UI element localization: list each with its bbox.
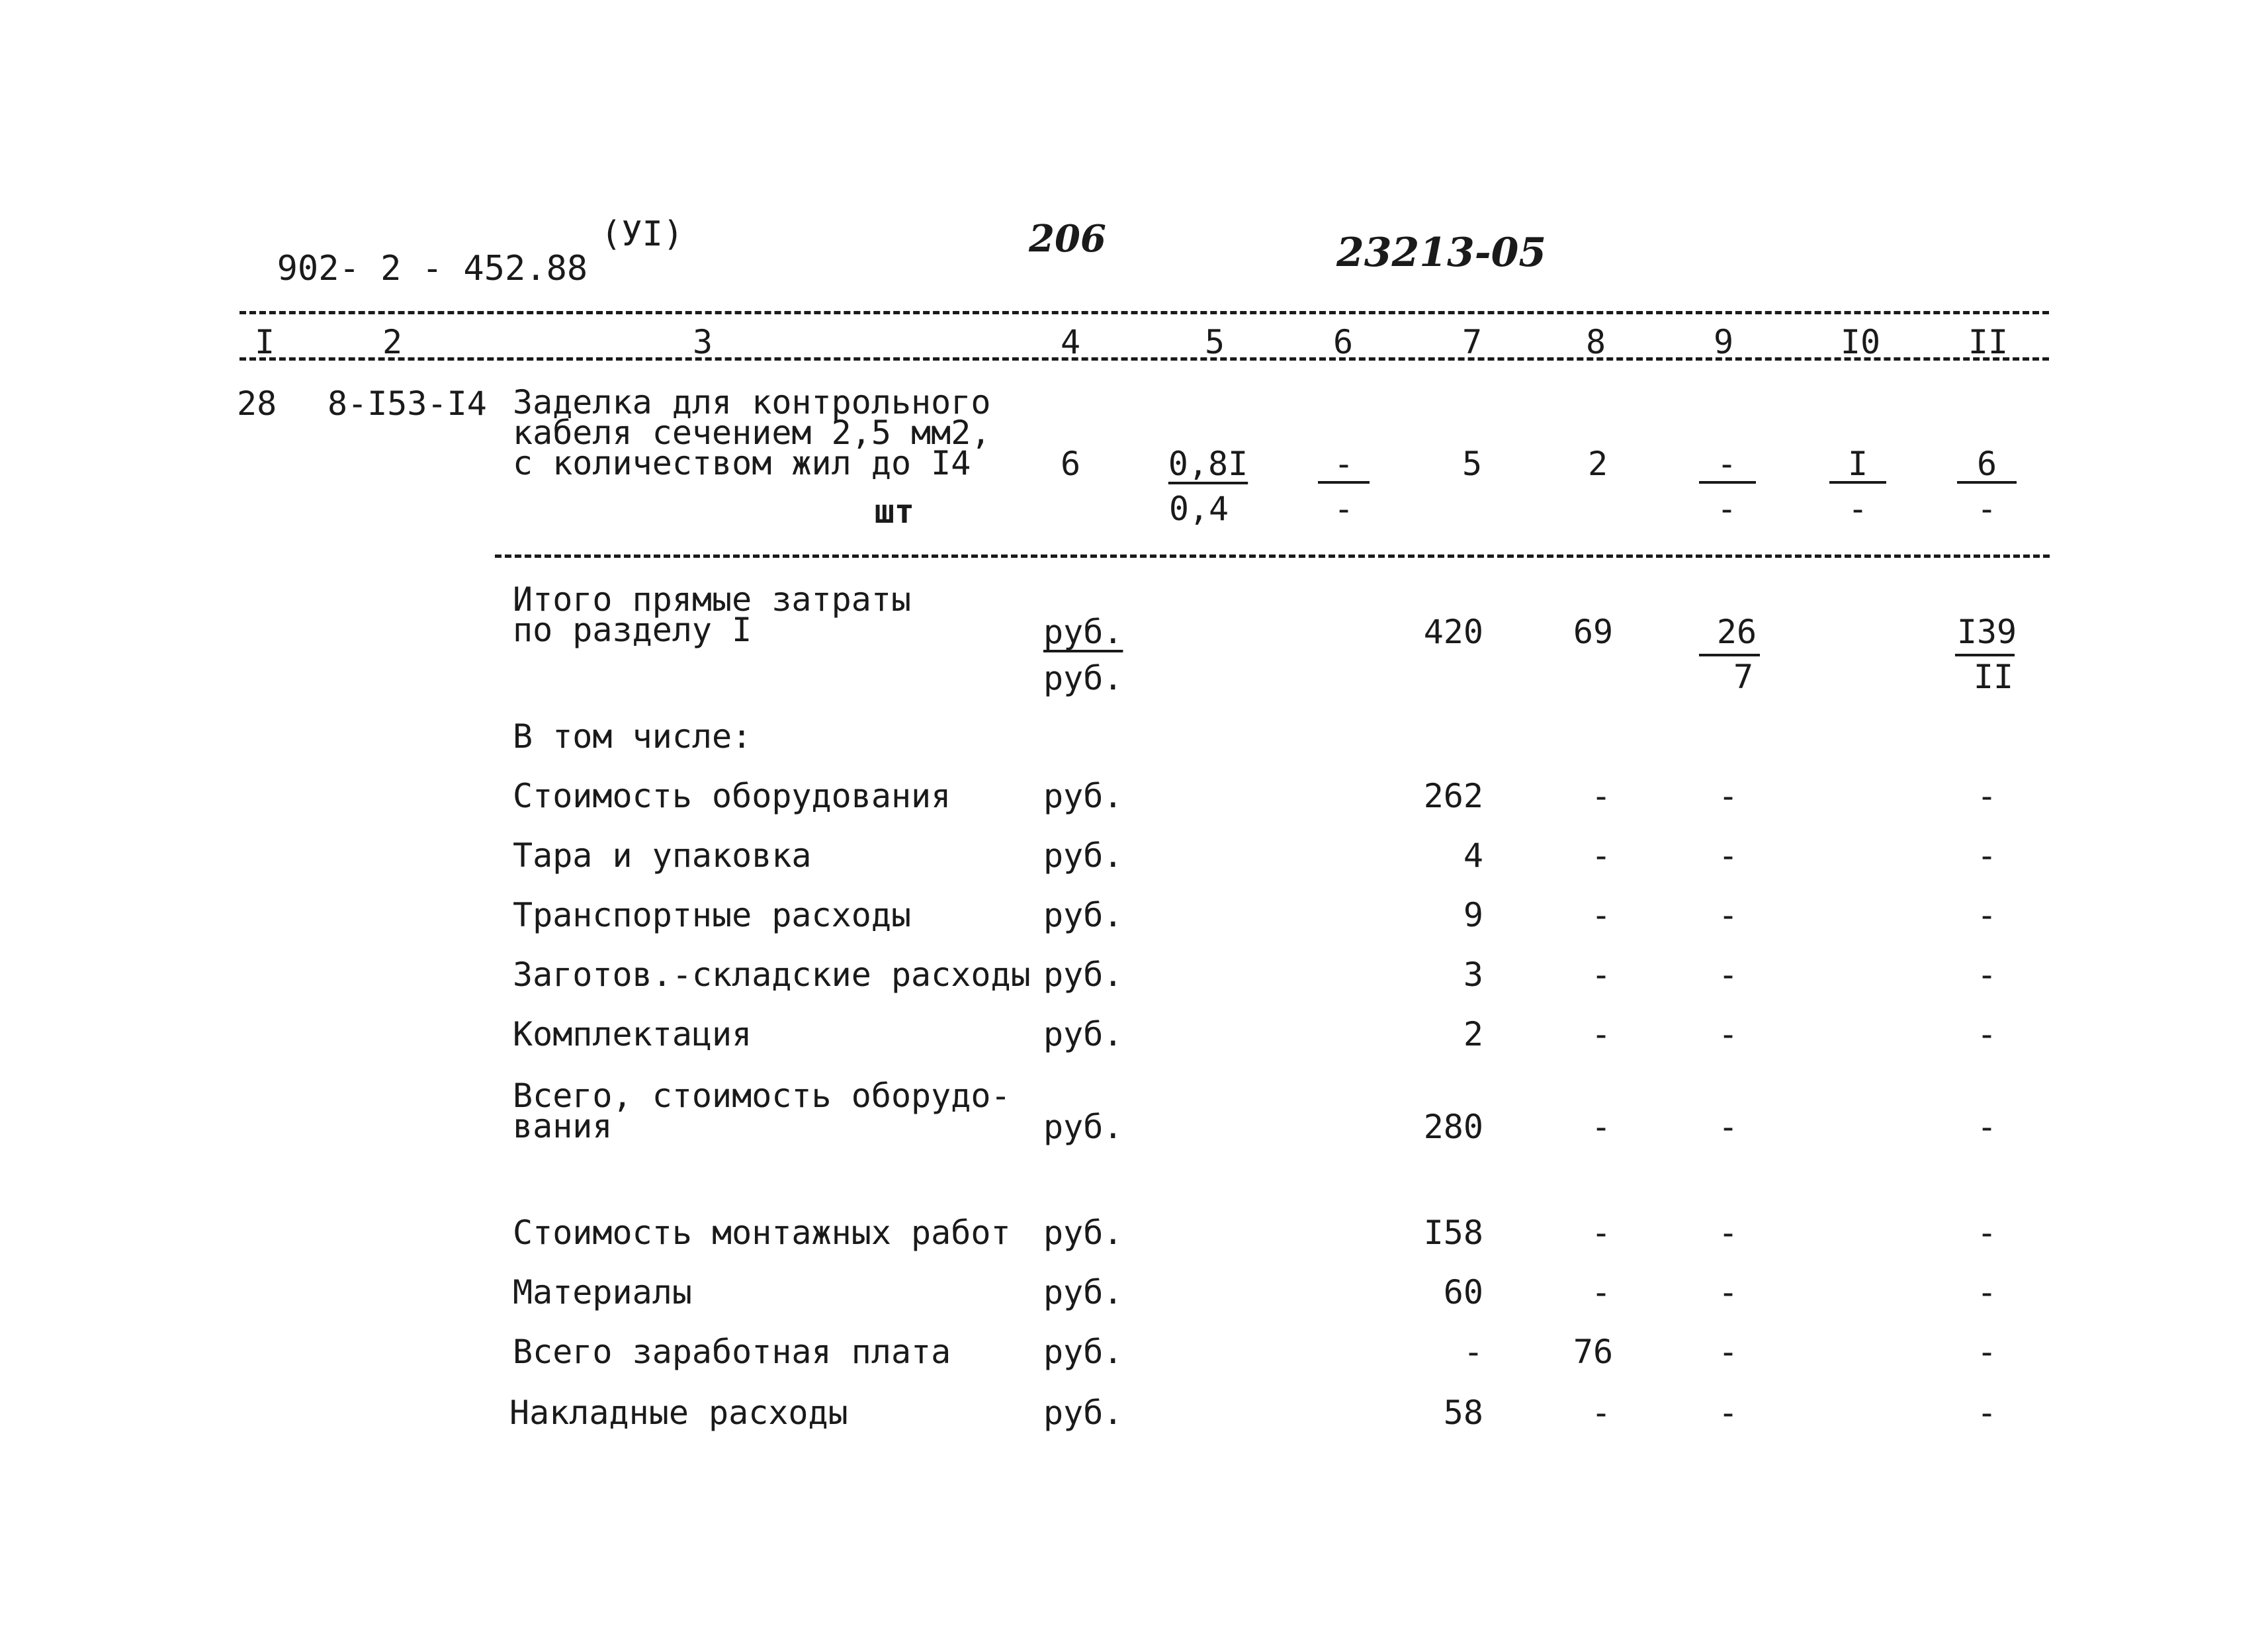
row-col9: -: [1718, 955, 1739, 994]
item-desc-line-1: Заделка для контрольного: [513, 383, 991, 422]
item-col10-top: I: [1847, 445, 1868, 483]
row-col11: -: [1976, 955, 1997, 994]
item-col6-top: -: [1333, 445, 1354, 483]
col-header-3: 3: [692, 323, 713, 361]
total-col9-fraction-bar: [1699, 654, 1760, 656]
total-equipment-col7: 280: [1423, 1108, 1483, 1146]
section-divider: [495, 555, 2050, 558]
row-col8: 76: [1573, 1333, 1614, 1371]
row-col9: -: [1718, 1214, 1739, 1252]
item-col11-bottom: -: [1976, 490, 1997, 528]
col-header-11: II: [1968, 323, 2009, 361]
row-col9: -: [1718, 1015, 1739, 1053]
row-unit: руб.: [1043, 836, 1123, 875]
col-header-5: 5: [1204, 323, 1225, 361]
col-header-7: 7: [1461, 323, 1483, 361]
col-header-8: 8: [1585, 323, 1606, 361]
total-equipment-col9: -: [1718, 1108, 1739, 1146]
row-unit: руб.: [1043, 955, 1123, 994]
total-col9-top: 26: [1716, 613, 1757, 651]
row-col8: -: [1591, 1214, 1612, 1252]
col-header-2: 2: [382, 323, 403, 361]
total-col8: 69: [1573, 613, 1614, 651]
row-label: Заготов.-складские расходы: [513, 955, 1031, 994]
row-col9: -: [1718, 1394, 1739, 1432]
row-label: Тара и упаковка: [513, 836, 812, 875]
col-header-1: I: [254, 323, 275, 361]
total-col9-bottom: 7: [1733, 658, 1754, 696]
row-col8: -: [1591, 1394, 1612, 1432]
row-col7: I58: [1423, 1214, 1483, 1252]
total-equipment-col8: -: [1591, 1108, 1612, 1146]
row-label: Материалы: [513, 1273, 692, 1311]
item-desc-line-2: кабеля сечением 2,5 мм2,: [513, 414, 991, 452]
row-col11: -: [1976, 1333, 1997, 1371]
including-label: В том числе:: [513, 717, 752, 756]
total-col11-fraction-bar: [1955, 654, 2015, 656]
total-unit-top: руб.: [1043, 613, 1123, 651]
row-col11: -: [1976, 1394, 1997, 1432]
section-number: (УI): [601, 214, 684, 254]
total-equipment-unit: руб.: [1043, 1108, 1123, 1146]
row-col7: -: [1463, 1333, 1483, 1371]
row-col8: -: [1591, 896, 1612, 934]
row-col11: -: [1976, 777, 1997, 815]
row-col8: -: [1591, 1273, 1612, 1311]
doc-code-text: 902- 2 - 452.88: [277, 249, 588, 289]
col-header-6: 6: [1332, 323, 1354, 361]
total-unit-bottom: руб.: [1043, 659, 1123, 697]
row-unit: руб.: [1043, 777, 1123, 815]
row-col7: 2: [1463, 1015, 1483, 1053]
total-col11-top: I39: [1956, 613, 2017, 651]
item-col8: 2: [1587, 445, 1608, 483]
item-col5-bottom: 0,4: [1168, 490, 1229, 528]
total-col11-bottom: II: [1973, 658, 2014, 696]
total-col7: 420: [1423, 613, 1483, 651]
row-col7: 60: [1443, 1273, 1483, 1311]
row-col9: -: [1718, 836, 1739, 875]
row-col7: 3: [1463, 955, 1483, 994]
row-col7: 4: [1463, 836, 1483, 875]
item-col9-top: -: [1716, 445, 1737, 483]
item-col4: 6: [1060, 445, 1081, 483]
row-unit: руб.: [1043, 1394, 1123, 1432]
total-label-line-1: Итого прямые затраты: [513, 580, 912, 619]
row-col11: -: [1976, 1214, 1997, 1252]
row-col8: -: [1591, 777, 1612, 815]
item-code: 8-I53-I4: [327, 384, 487, 423]
row-col7: 262: [1423, 777, 1483, 815]
item-col10-bottom: -: [1847, 490, 1868, 528]
item-col5-top: 0,8I: [1168, 445, 1248, 483]
item-col9-bottom: -: [1716, 490, 1737, 528]
page-number: 206: [1029, 217, 1106, 261]
row-col9: -: [1718, 777, 1739, 815]
total-equipment-col11: -: [1976, 1108, 1997, 1146]
item-col6-bottom: -: [1333, 490, 1354, 528]
item-description: [513, 383, 991, 482]
row-unit: руб.: [1043, 1333, 1123, 1371]
row-col11: -: [1976, 1273, 1997, 1311]
item-number: 28: [237, 384, 277, 423]
row-col9: -: [1718, 896, 1739, 934]
total-label: [513, 580, 912, 649]
row-unit: руб.: [1043, 896, 1123, 934]
row-unit: руб.: [1043, 1273, 1123, 1311]
row-col11: -: [1976, 836, 1997, 875]
row-col11: -: [1976, 896, 1997, 934]
document-code: [236, 217, 588, 289]
row-col8: -: [1591, 836, 1612, 875]
col-header-9: 9: [1713, 323, 1734, 361]
row-label: Всего заработная плата: [513, 1333, 951, 1371]
item-col7: 5: [1461, 445, 1483, 483]
row-label: Стоимость оборудования: [513, 777, 951, 815]
row-col8: -: [1591, 955, 1612, 994]
row-col7: 9: [1463, 896, 1483, 934]
row-col7: 58: [1443, 1394, 1483, 1432]
row-col11: -: [1976, 1015, 1997, 1053]
row-col9: -: [1718, 1273, 1739, 1311]
item-desc-line-3: с количеством жил до I4: [513, 444, 971, 482]
row-unit: руб.: [1043, 1015, 1123, 1053]
header-rule-top: [240, 311, 2049, 314]
row-col8: -: [1591, 1015, 1612, 1053]
total-equipment-label: [513, 1077, 1011, 1145]
col-header-4: 4: [1060, 323, 1081, 361]
row-col9: -: [1718, 1333, 1739, 1371]
item-unit: шт: [874, 492, 914, 531]
row-unit: руб.: [1043, 1214, 1123, 1252]
row-label: Накладные расходы: [509, 1394, 848, 1432]
col-header-10: I0: [1840, 323, 1881, 361]
header-rule-bottom: [240, 357, 2049, 361]
total-equipment-line-1: Всего, стоимость оборудо-: [513, 1077, 1011, 1115]
row-label: Комплектация: [513, 1015, 752, 1053]
row-label: Стоимость монтажных работ: [513, 1214, 1011, 1252]
total-equipment-line-2: вания: [513, 1107, 613, 1145]
registration-number: 23213-05: [1336, 230, 1547, 276]
item-col11-top: 6: [1976, 445, 1997, 483]
total-label-line-2: по разделу I: [513, 611, 752, 649]
row-label: Транспортные расходы: [513, 896, 912, 934]
